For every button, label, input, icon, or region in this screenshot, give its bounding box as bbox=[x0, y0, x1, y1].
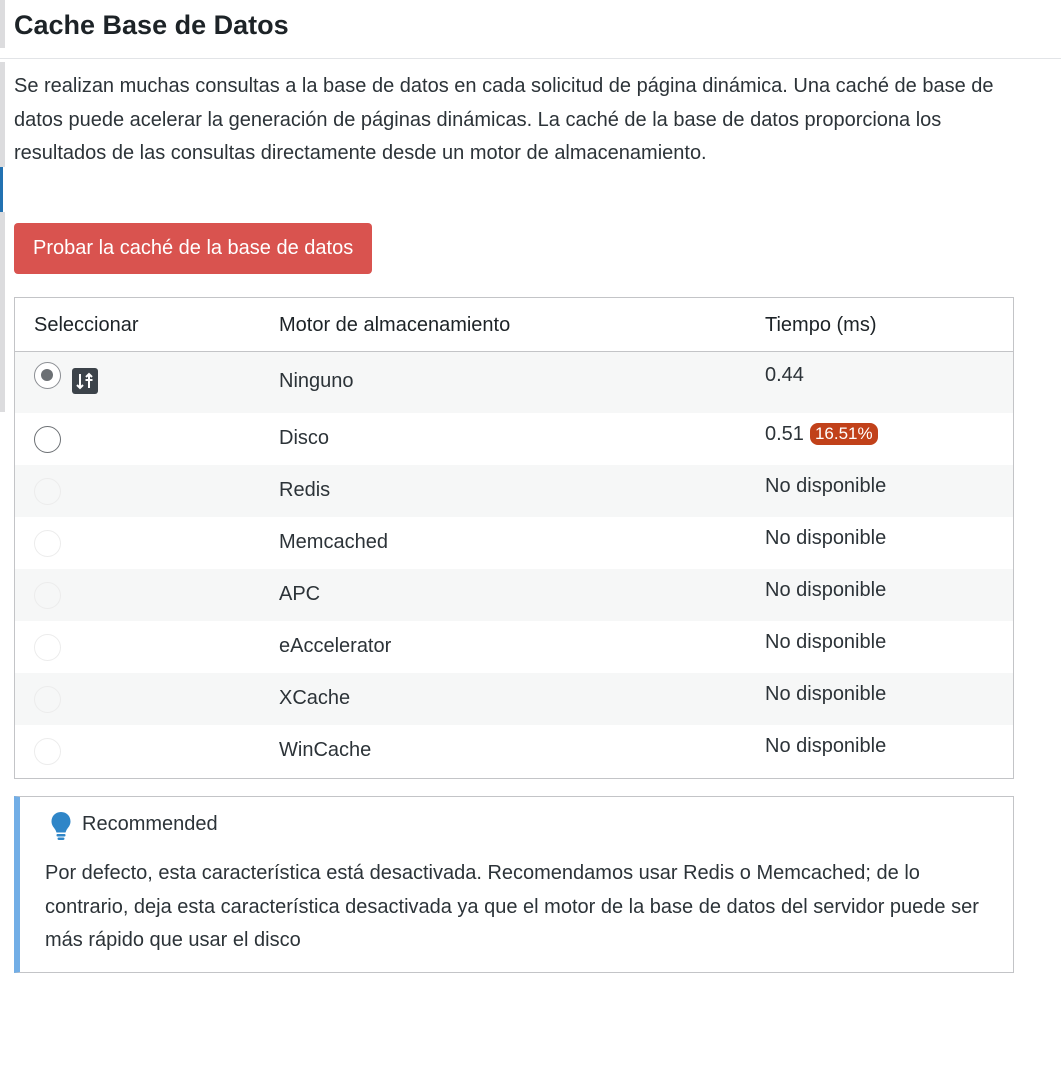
table-row bbox=[15, 413, 1013, 465]
recommendation-notice bbox=[14, 796, 1014, 973]
engine-name: XCache bbox=[279, 687, 351, 709]
engine-radio-ninguno[interactable] bbox=[34, 362, 61, 389]
engine-time: No disponible bbox=[765, 683, 887, 705]
header-time: Tiempo (ms) bbox=[765, 314, 877, 336]
sort-icon[interactable] bbox=[72, 368, 98, 394]
table-body bbox=[15, 352, 1013, 777]
engine-time: No disponible bbox=[765, 475, 887, 497]
engine-time: No disponible bbox=[765, 579, 887, 601]
left-panel-active-marker bbox=[0, 167, 3, 212]
time-difference-badge: 16.51% bbox=[810, 423, 878, 445]
table-row bbox=[15, 517, 1013, 569]
engine-radio-disco[interactable] bbox=[34, 426, 61, 453]
table-row bbox=[15, 569, 1013, 621]
left-panel-fragment bbox=[0, 0, 5, 48]
engine-name: eAccelerator bbox=[279, 635, 392, 657]
engine-radio-apc bbox=[34, 582, 61, 609]
engine-name: Redis bbox=[279, 479, 331, 501]
notice-heading: Recommended bbox=[82, 813, 218, 835]
table-row bbox=[15, 465, 1013, 517]
engine-radio-redis bbox=[34, 478, 61, 505]
engine-radio-eaccelerator bbox=[34, 634, 61, 661]
notice-body: Por defecto, esta característica está desactivada. Recomendamos usar Redis o Memcached; de lo contrario, deja esta característica desactivada ya que el motor de la base de datos del servidor puede ser más rápido que usar el disco bbox=[45, 862, 979, 951]
engine-time: No disponible bbox=[765, 631, 887, 653]
table-header bbox=[15, 298, 1013, 352]
table-row bbox=[15, 673, 1013, 725]
left-panel-fragment bbox=[0, 212, 5, 412]
engine-name: Ninguno bbox=[279, 370, 354, 392]
engine-radio-xcache bbox=[34, 686, 61, 713]
engine-name: APC bbox=[279, 583, 321, 605]
engine-time: No disponible bbox=[765, 735, 887, 757]
table-row bbox=[15, 725, 1013, 777]
engine-radio-wincache bbox=[34, 738, 61, 765]
section-title: Cache Base de Datos bbox=[14, 10, 289, 40]
section-description: Se realizan muchas consultas a la base de datos en cada solicitud de página dinámica. Una caché de base de datos puede acelerar la generación de páginas dinámicas. La caché de la base de datos proporciona los resultados de las consultas directamente desde un motor de almacenamiento. bbox=[14, 75, 994, 164]
lightbulb-icon bbox=[50, 811, 72, 841]
engine-name: Disco bbox=[279, 427, 330, 449]
header-select: Seleccionar bbox=[34, 314, 139, 336]
engine-time bbox=[765, 423, 878, 446]
engine-time-value: 0.51 bbox=[765, 423, 804, 445]
engine-name: WinCache bbox=[279, 739, 372, 761]
engine-name: Memcached bbox=[279, 531, 388, 553]
table-row bbox=[15, 621, 1013, 673]
engine-time: No disponible bbox=[765, 527, 887, 549]
engine-time: 0.44 bbox=[765, 364, 804, 386]
header-engine: Motor de almacenamiento bbox=[279, 314, 511, 336]
left-panel-fragment bbox=[0, 62, 5, 167]
title-divider bbox=[0, 58, 1061, 59]
engine-radio-memcached bbox=[34, 530, 61, 557]
storage-engine-table bbox=[14, 297, 1014, 779]
test-database-cache-button[interactable]: Probar la caché de la base de datos bbox=[14, 223, 372, 274]
table-row bbox=[15, 352, 1013, 413]
